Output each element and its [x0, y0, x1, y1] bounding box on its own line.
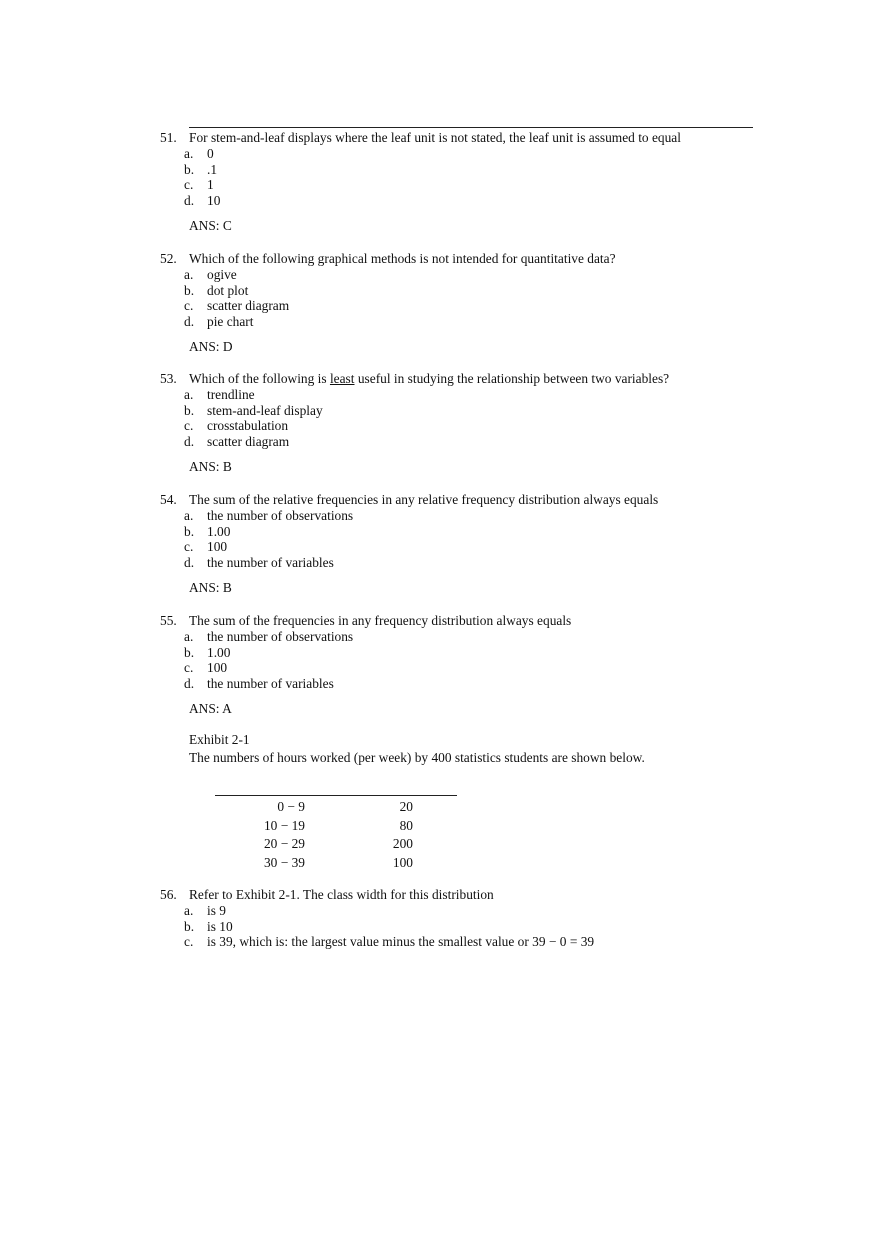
exhibit-description: The numbers of hours worked (per week) by 400 statistics students are shown below.: [189, 750, 645, 765]
answer-key: ANS: B: [189, 459, 232, 475]
option-d: [160, 193, 760, 209]
question-text: Refer to Exhibit 2-1. The class width for this distribution: [189, 887, 494, 902]
question-51: [160, 130, 760, 234]
option-a: [160, 387, 760, 403]
underlined-word: least: [329, 371, 355, 386]
question-56: [160, 887, 760, 950]
option-text: dot plot: [207, 282, 249, 298]
option-letter: a.: [184, 146, 194, 161]
option-text: the number of variables: [207, 675, 334, 691]
option-letter: b.: [184, 161, 195, 177]
option-b: [160, 162, 760, 178]
option-c: [160, 418, 760, 434]
option-letter: a.: [184, 387, 194, 402]
option-b: [160, 645, 760, 661]
option-b: [160, 283, 760, 299]
question-text-start: Which of the following is: [189, 371, 330, 386]
top-divider: [189, 127, 753, 128]
question-text: The sum of the relative frequencies in any relative frequency distribution always equals: [189, 492, 659, 507]
option-text: the number of observations: [207, 629, 354, 644]
question-number: 54.: [160, 492, 177, 507]
option-b: [160, 524, 760, 540]
frequency-value: 20: [399, 799, 413, 814]
question-55: [160, 613, 760, 717]
option-letter: c.: [184, 418, 194, 434]
option-text: the number of variables: [207, 554, 334, 570]
class-interval: 10 − 19: [263, 817, 305, 833]
option-text: trendline: [207, 387, 255, 402]
option-c: [160, 660, 760, 676]
option-text: is 10: [207, 918, 233, 934]
option-text: stem-and-leaf display: [207, 402, 323, 418]
option-letter: a.: [184, 267, 194, 282]
option-letter: b.: [184, 282, 195, 298]
frequency-value: 100: [392, 854, 413, 870]
option-text: .1: [207, 161, 218, 177]
option-letter: c.: [184, 934, 194, 950]
option-d: [160, 314, 760, 330]
option-d: [160, 676, 760, 692]
frequency-value: 80: [399, 817, 413, 833]
question-number: 51.: [160, 130, 177, 145]
option-letter: a.: [184, 508, 194, 523]
question-number: 53.: [160, 371, 177, 386]
exhibit-title: Exhibit 2-1: [189, 732, 250, 747]
table-row: [215, 854, 457, 873]
question-number: 55.: [160, 613, 177, 628]
answer-key: ANS: C: [189, 218, 232, 234]
option-letter: b.: [184, 402, 195, 418]
option-letter: d.: [184, 675, 195, 691]
class-interval: 20 − 29: [263, 836, 305, 851]
option-a: [160, 903, 760, 919]
option-letter: a.: [184, 629, 194, 644]
option-text: scatter diagram: [207, 433, 290, 449]
option-c: [160, 539, 760, 555]
exhibit-block: [189, 731, 645, 767]
question-number: 52.: [160, 251, 177, 266]
option-letter: c.: [184, 539, 194, 555]
option-text: 1: [207, 177, 214, 193]
question-number: 56.: [160, 887, 177, 902]
class-interval: 30 − 39: [263, 854, 305, 870]
option-letter: a.: [184, 903, 194, 918]
option-c: [160, 298, 760, 314]
option-text: is 39, which is: the largest value minus the smallest value or 39 − 0 = 39: [207, 934, 595, 950]
option-text: 100: [207, 660, 228, 676]
option-text: crosstabulation: [207, 418, 289, 434]
option-text: pie chart: [207, 313, 254, 329]
option-text: ogive: [207, 267, 237, 282]
table-top-rule: [215, 795, 457, 796]
option-text: scatter diagram: [207, 298, 290, 314]
table-row: [215, 798, 457, 817]
question-text: For stem-and-leaf displays where the leaf unit is not stated, the leaf unit is assumed to equal: [189, 130, 681, 145]
option-a: [160, 629, 760, 645]
option-letter: b.: [184, 918, 195, 934]
question-text: The sum of the frequencies in any frequency distribution always equals: [189, 613, 572, 628]
table-row: [215, 835, 457, 854]
answer-key: ANS: B: [189, 580, 232, 596]
option-a: [160, 508, 760, 524]
answer-key: ANS: D: [189, 339, 233, 355]
option-letter: d.: [184, 192, 195, 208]
option-letter: c.: [184, 177, 194, 193]
option-text: 0: [207, 146, 214, 161]
option-d: [160, 555, 760, 571]
option-b: [160, 403, 760, 419]
option-text: is 9: [207, 903, 226, 918]
option-a: [160, 146, 760, 162]
question-text: Which of the following graphical methods is not intended for quantitative data?: [189, 251, 616, 266]
question-text-end: useful in studying the relationship between two variables?: [354, 371, 670, 386]
option-b: [160, 919, 760, 935]
option-d: [160, 434, 760, 450]
table-row: [215, 817, 457, 836]
answer-key: ANS: A: [189, 701, 232, 717]
option-text: 1.00: [207, 523, 231, 539]
option-letter: b.: [184, 523, 195, 539]
option-letter: d.: [184, 554, 195, 570]
option-letter: d.: [184, 433, 195, 449]
option-c: [160, 934, 760, 950]
frequency-value: 200: [392, 836, 413, 851]
question-54: [160, 492, 760, 596]
question-52: [160, 251, 760, 355]
option-a: [160, 267, 760, 283]
frequency-table: [215, 795, 457, 872]
option-letter: d.: [184, 313, 195, 329]
question-text: [189, 371, 669, 387]
option-c: [160, 177, 760, 193]
question-53: [160, 371, 760, 475]
option-letter: b.: [184, 644, 195, 660]
option-text: 1.00: [207, 644, 231, 660]
class-interval: 0 − 9: [277, 799, 305, 814]
option-letter: c.: [184, 660, 194, 676]
option-letter: c.: [184, 298, 194, 314]
option-text: the number of observations: [207, 508, 354, 523]
option-text: 10: [207, 192, 221, 208]
option-text: 100: [207, 539, 228, 555]
